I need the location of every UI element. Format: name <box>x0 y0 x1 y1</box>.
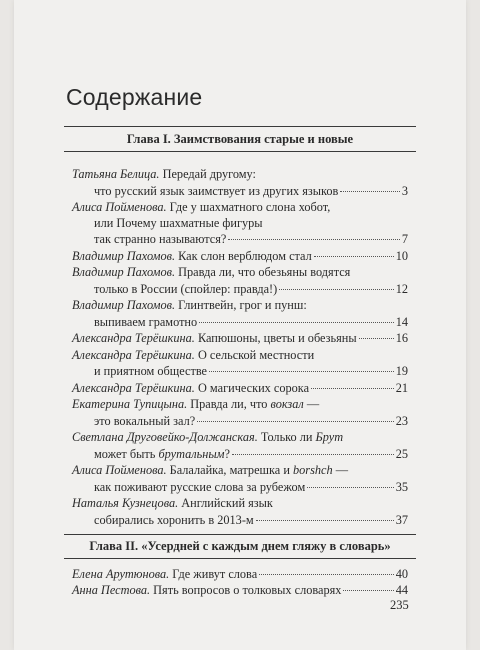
toc-author: Анна Пестова. <box>72 583 151 597</box>
chapter-rule-top <box>64 534 416 535</box>
toc-page-number: 37 <box>395 513 408 527</box>
toc-title: это вокальный зал? <box>94 414 196 428</box>
toc-entry-line <box>72 396 408 412</box>
toc-author: Владимир Пахомов. <box>72 249 176 263</box>
toc-page-number: 3 <box>401 184 408 198</box>
toc-author: Татьяна Белица. <box>72 167 160 181</box>
leader-dots <box>197 421 394 422</box>
toc-page-number: 16 <box>395 331 408 345</box>
toc-title: собирались хоронить в 2013-м <box>94 513 254 527</box>
folio-page-number: 235 <box>390 598 409 612</box>
toc-title: Пять вопросов о толковых словарях <box>153 583 342 597</box>
toc-title: Правда ли, что обезьяны водятся <box>178 265 351 279</box>
toc-entry-line <box>72 429 408 445</box>
toc-title-italic: Брут <box>315 430 344 444</box>
toc-title: — <box>306 397 320 411</box>
toc-title-italic: вокзал <box>270 397 304 411</box>
toc-page-number: 44 <box>395 583 408 597</box>
toc-entry-line <box>72 166 408 182</box>
toc-entry-line <box>94 231 408 247</box>
toc-title: — <box>335 463 348 477</box>
toc-entry-line <box>72 330 408 346</box>
leader-dots <box>232 454 394 455</box>
toc-entry-line <box>72 462 408 478</box>
toc-entry-line <box>94 183 408 199</box>
toc-title: Где у шахматного слона хобот, <box>169 200 331 214</box>
chapter-title: Глава II. «Усердней с каждым днем гляжу в словарь» <box>89 539 391 553</box>
toc-author: Елена Арутюнова. <box>72 567 170 581</box>
toc-page-number: 25 <box>395 447 408 461</box>
toc-page-number: 35 <box>395 480 408 494</box>
toc-author: Александра Терёшкина. <box>72 331 195 345</box>
toc-entry-line <box>72 347 408 363</box>
leader-dots <box>314 256 394 257</box>
toc-title: или Почему шахматные фигуры <box>94 216 263 230</box>
toc-title: и приятном обществе <box>94 364 208 378</box>
toc-entry-line <box>72 380 408 396</box>
leader-dots <box>343 590 393 591</box>
toc-entry-line <box>72 199 408 215</box>
toc-title: О сельской местности <box>197 348 315 362</box>
toc-entry-line <box>72 582 408 598</box>
toc-entry-line <box>94 479 408 495</box>
leader-dots <box>340 191 400 192</box>
leader-dots <box>199 322 394 323</box>
toc-author: Алиса Пойменова. <box>72 200 167 214</box>
toc-title: ? <box>224 447 230 461</box>
toc-author: Светлана Друговейко-Должанская. <box>72 430 258 444</box>
book-page <box>14 0 466 650</box>
leader-dots <box>228 239 399 240</box>
toc-title-italic: брутальным <box>158 447 225 461</box>
toc-entry-line <box>72 264 408 280</box>
toc-title: Передай другому: <box>162 167 256 181</box>
toc-title: Глинтвейн, грог и пунш: <box>178 298 307 312</box>
toc-author: Владимир Пахомов. <box>72 298 176 312</box>
toc-page-number: 40 <box>395 567 408 581</box>
toc-page-number: 23 <box>395 414 408 428</box>
toc-title: так странно называются? <box>94 232 227 246</box>
toc-entry-line <box>94 446 408 462</box>
leader-dots <box>307 487 393 488</box>
toc-title: Балалайка, матрешка и <box>169 463 290 477</box>
toc-entry-line <box>72 248 408 264</box>
toc-title: что русский язык заимствует из других языков <box>94 184 339 198</box>
chapter-rule-top <box>64 126 416 127</box>
toc-title: О магических сорока <box>197 381 310 395</box>
leader-dots <box>259 574 394 575</box>
toc-title: Капюшоны, цветы и обезьяны <box>197 331 357 345</box>
toc-title: только в России (спойлер: правда!) <box>94 282 278 296</box>
toc-page-number: 7 <box>401 232 408 246</box>
leader-dots <box>256 520 394 521</box>
toc-title: Где живут слова <box>172 567 258 581</box>
chapter-rule-bottom <box>64 151 416 152</box>
toc-entry-line <box>72 297 408 313</box>
toc-entry-line <box>94 512 408 528</box>
toc-entry-line <box>94 363 408 379</box>
toc-page-number: 14 <box>395 315 408 329</box>
toc-title-italic: borshch <box>293 463 333 477</box>
toc-entry-line <box>94 281 408 297</box>
toc-title: выпиваем грамотно <box>94 315 198 329</box>
toc-title: Только ли <box>260 430 313 444</box>
toc-entry-line <box>94 215 408 231</box>
toc-page-number: 10 <box>395 249 408 263</box>
toc-author: Екатерина Тупицына. <box>72 397 188 411</box>
toc-title: Правда ли, что <box>190 397 268 411</box>
toc-entry-line <box>94 314 408 330</box>
toc-author: Алиса Пойменова. <box>72 463 167 477</box>
toc-page-number: 12 <box>395 282 408 296</box>
toc-author: Наталья Кузнецова. <box>72 496 179 510</box>
toc-title: как поживают русские слова за рубежом <box>94 480 306 494</box>
toc-title: может быть <box>94 447 156 461</box>
leader-dots <box>311 388 394 389</box>
toc-entry-line <box>94 413 408 429</box>
chapter-title: Глава I. Заимствования старые и новые <box>126 132 354 146</box>
toc-author: Александра Терёшкина. <box>72 348 195 362</box>
page-title: Содержание <box>66 84 203 110</box>
leader-dots <box>279 289 393 290</box>
toc-author: Владимир Пахомов. <box>72 265 176 279</box>
toc-author: Александра Терёшкина. <box>72 381 195 395</box>
toc-entry-line <box>72 495 408 511</box>
toc-page-number: 19 <box>395 364 408 378</box>
chapter-rule-bottom <box>64 558 416 559</box>
toc-title: Английский язык <box>181 496 273 510</box>
leader-dots <box>209 371 394 372</box>
toc-entry-line <box>72 566 408 582</box>
toc-page-number: 21 <box>395 381 408 395</box>
toc-title: Как слон верблюдом стал <box>178 249 312 263</box>
leader-dots <box>359 338 394 339</box>
